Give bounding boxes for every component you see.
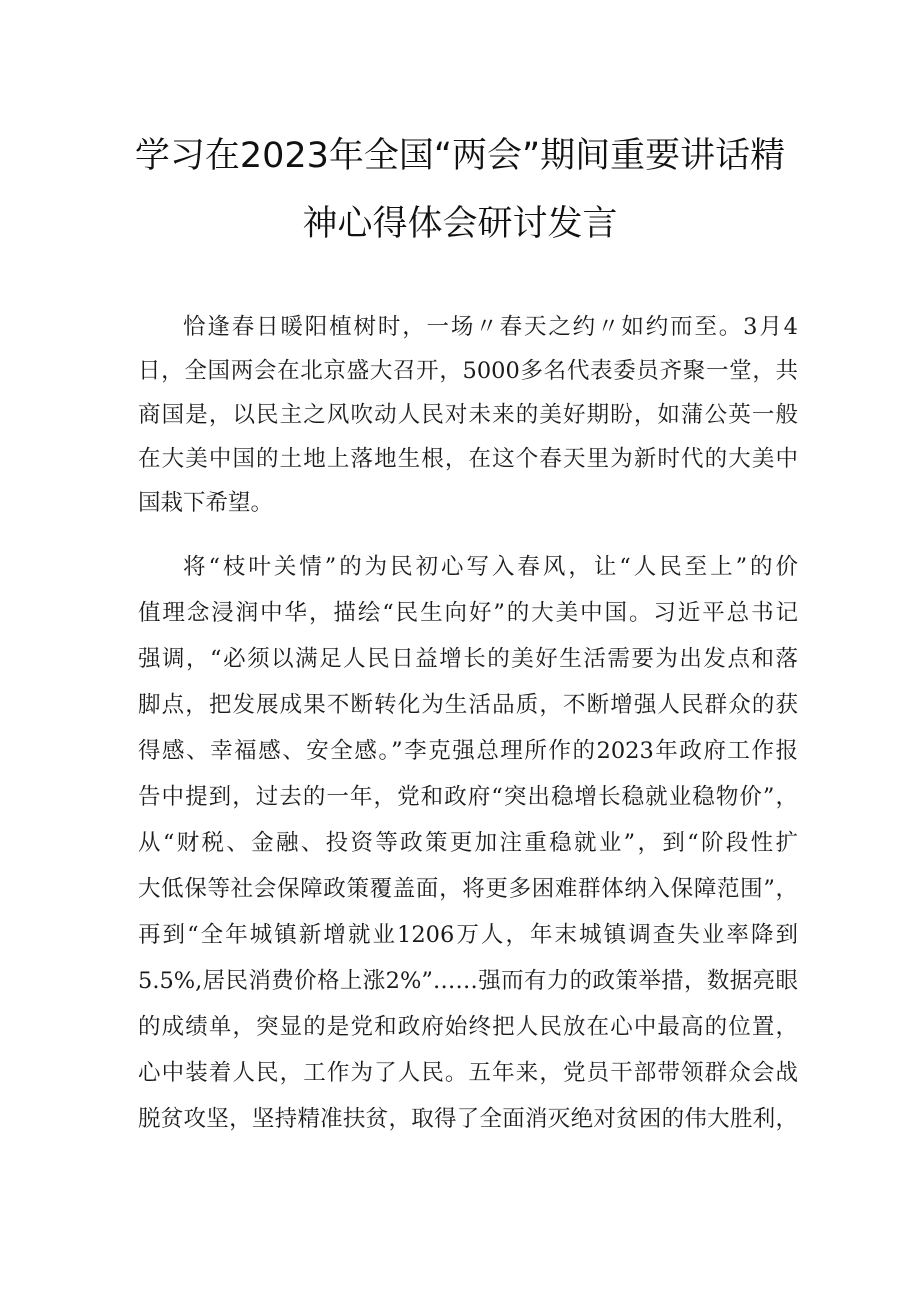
paragraph-line: 脱贫攻坚，坚持精准扶贫，取得了全面消灭绝对贫困的伟大胜利， <box>138 1106 798 1132</box>
paragraph-line: 国栽下希望。 <box>138 490 274 516</box>
paragraph-line: 从“财税、金融、投资等政策更加注重稳就业”，到“阶段性扩 <box>138 830 798 856</box>
paragraph-line: 心中装着人民，工作为了人民。五年来，党员干部带领群众会战 <box>138 1060 798 1086</box>
paragraph-line: 强调，“必须以满足人民日益增长的美好生活需要为出发点和落 <box>138 646 798 672</box>
paragraph-line: 5.5%,居民消费价格上涨2%”……强而有力的政策举措，数据亮眼 <box>138 968 798 994</box>
paragraph-line: 恰逢春日暖阳植树时，一场〃春天之约〃如约而至。3月4 <box>183 314 798 340</box>
document-title-line-2: 神心得体会研讨发言 <box>302 204 618 244</box>
paragraph-line: 的成绩单，突显的是党和政府始终把人民放在心中最高的位置， <box>138 1014 798 1040</box>
paragraph-line: 再到“全年城镇新增就业1206万人，年末城镇调查失业率降到 <box>138 922 798 948</box>
document-title-line-1: 学习在2023年全国“两会”期间重要讲话精 <box>134 136 786 176</box>
paragraph-line: 日，全国两会在北京盛大召开，5000多名代表委员齐聚一堂，共 <box>138 358 798 384</box>
paragraph-line: 告中提到，过去的一年，党和政府“突出稳增长稳就业稳物价”， <box>138 784 798 810</box>
paragraph-line: 商国是，以民主之风吹动人民对未来的美好期盼，如蒲公英一般 <box>138 402 798 428</box>
paragraph-line: 将“枝叶关情”的为民初心写入春风，让“人民至上”的价 <box>183 554 798 580</box>
paragraph-line: 脚点，把发展成果不断转化为生活品质，不断增强人民群众的获 <box>138 692 798 718</box>
paragraph-line: 值理念浸润中华，描绘“民生向好”的大美中国。习近平总书记 <box>138 600 798 626</box>
paragraph-line: 在大美中国的土地上落地生根，在这个春天里为新时代的大美中 <box>138 446 798 472</box>
paragraph-line: 大低保等社会保障政策覆盖面，将更多困难群体纳入保障范围”， <box>138 876 798 902</box>
paragraph-line: 得感、幸福感、安全感。”李克强总理所作的2023年政府工作报 <box>138 738 798 764</box>
